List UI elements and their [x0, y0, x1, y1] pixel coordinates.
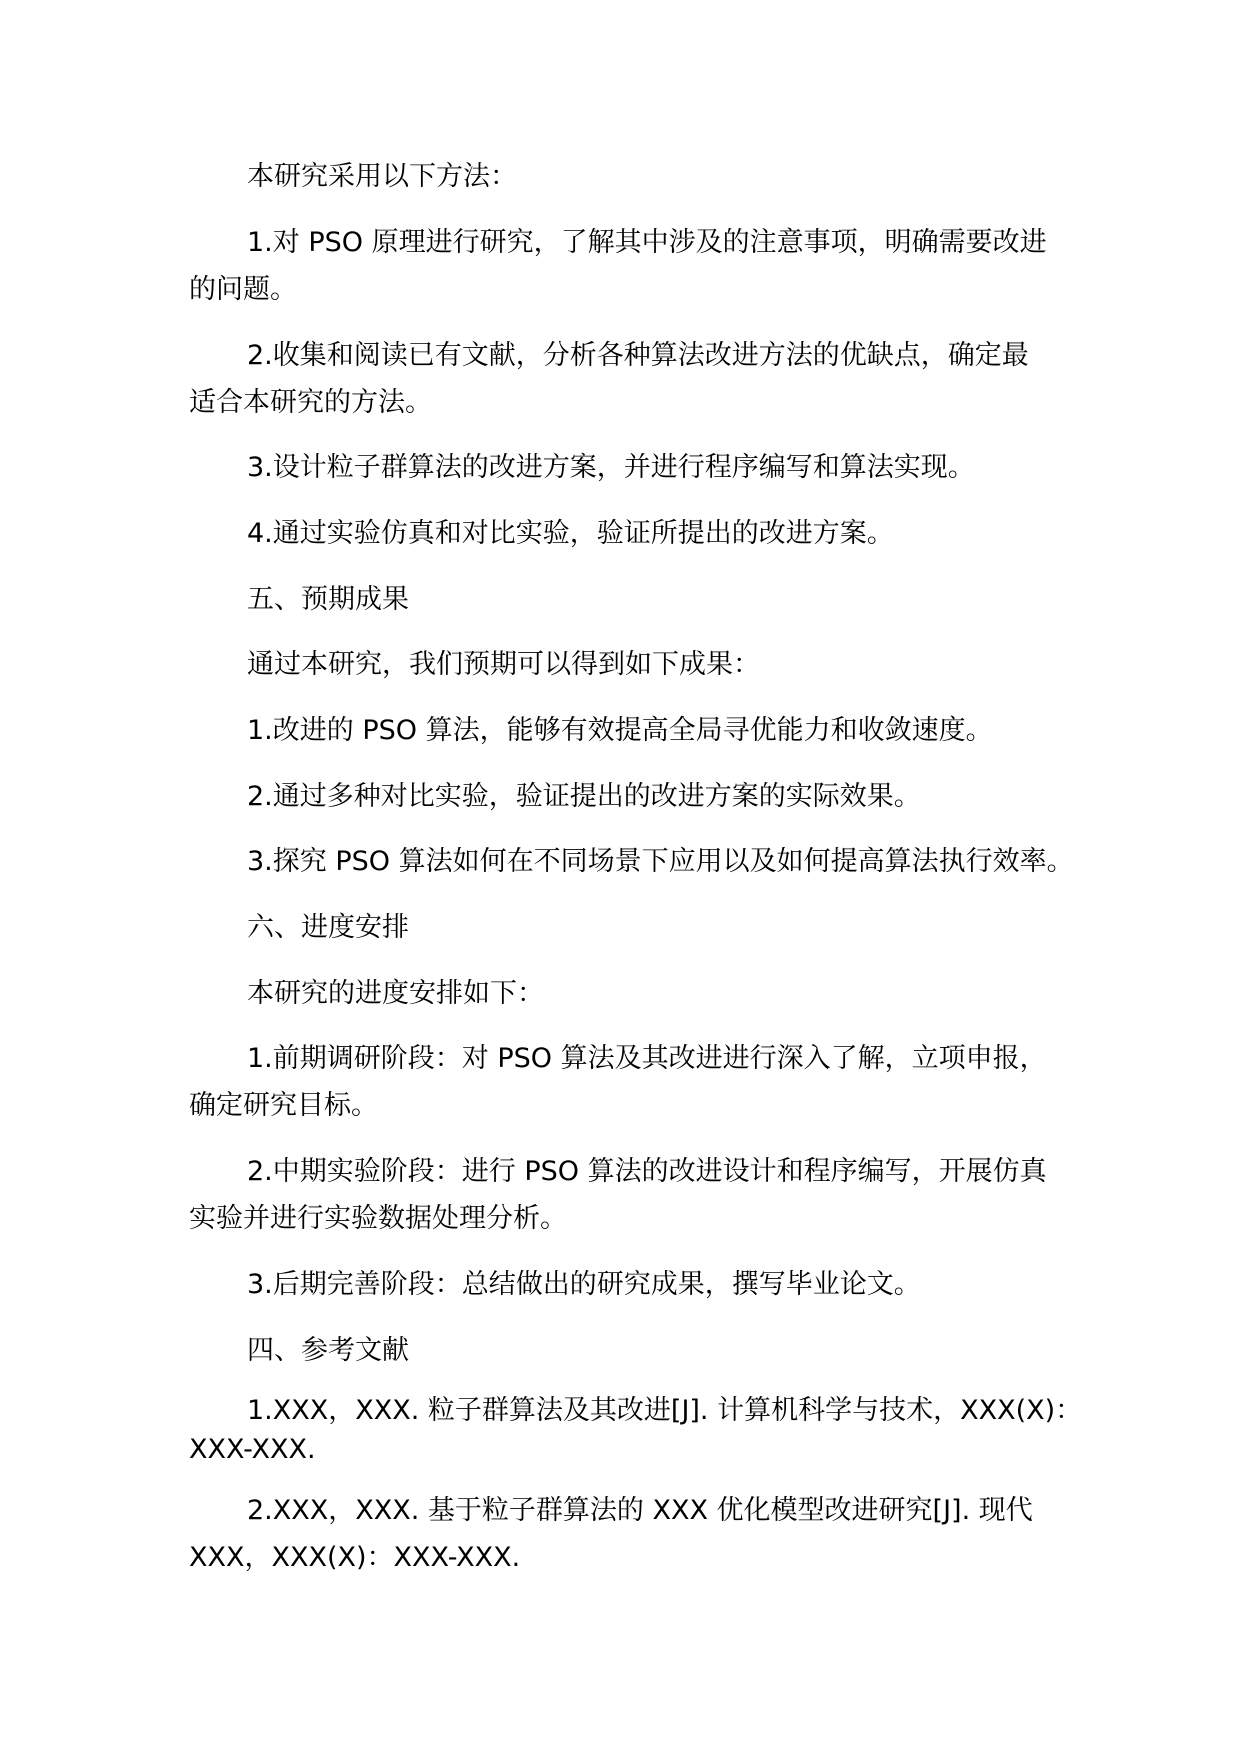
- paragraph-line: 确定研究目标。: [189, 1090, 378, 1122]
- paragraph-line: 4.通过实验仿真和对比实验，验证所提出的改进方案。: [247, 518, 894, 550]
- paragraph-line: 适合本研究的方法。: [189, 386, 432, 418]
- section-heading-references: [189, 1327, 1241, 1374]
- paragraph-line: 1.前期调研阶段：对 PSO 算法及其改进进行深入了解，立项申报，: [247, 1043, 1047, 1075]
- paragraph-line: 2.收集和阅读已有文献，分析各种算法改进方法的优缺点，确定最: [247, 339, 1029, 371]
- methods-intro: [189, 153, 1241, 200]
- expected-results-item-2: [189, 773, 1241, 820]
- section-heading: 四、参考文献: [247, 1334, 409, 1366]
- section-heading-schedule: [189, 904, 1241, 951]
- methods-item-3: [189, 444, 1241, 491]
- section-heading-expected-results: [189, 576, 1241, 623]
- reference-line: 2.XXX，XXX. 基于粒子群算法的 XXX 优化模型改进研究[J]. 现代: [247, 1495, 1033, 1527]
- paragraph-line: 3.后期完善阶段：总结做出的研究成果，撰写毕业论文。: [247, 1268, 921, 1300]
- paragraph-line: 1.对 PSO 原理进行研究，了解其中涉及的注意事项，明确需要改进: [247, 226, 1047, 258]
- reference-item-2: [189, 1487, 1241, 1582]
- schedule-item-3: [189, 1261, 1241, 1308]
- paragraph-line: 2.通过多种对比实验，验证提出的改进方案的实际效果。: [247, 780, 921, 812]
- schedule-item-1: [189, 1035, 1241, 1130]
- reference-item-1: [189, 1392, 1241, 1469]
- expected-results-intro: [189, 641, 1241, 688]
- methods-item-1: [189, 219, 1241, 314]
- paragraph-line: 通过本研究，我们预期可以得到如下成果：: [247, 649, 760, 681]
- section-heading: 六、进度安排: [247, 911, 409, 943]
- expected-results-item-3: [189, 838, 1241, 885]
- schedule-intro: [189, 970, 1241, 1017]
- methods-item-2: [189, 332, 1241, 427]
- expected-results-item-1: [189, 707, 1241, 754]
- reference-line: XXX，XXX(X)：XXX-XXX.: [189, 1542, 521, 1574]
- paragraph-line: 的问题。: [189, 273, 297, 305]
- paragraph-line: 3.探究 PSO 算法如何在不同场景下应用以及如何提高算法执行效率。: [247, 846, 1074, 878]
- schedule-item-2: [189, 1148, 1241, 1243]
- paragraph-line: 本研究采用以下方法：: [247, 161, 517, 192]
- methods-item-4: [189, 510, 1241, 557]
- paragraph-line: 实验并进行实验数据处理分析。: [189, 1203, 567, 1235]
- paragraph-line: 2.中期实验阶段：进行 PSO 算法的改进设计和程序编写，开展仿真: [247, 1156, 1047, 1188]
- reference-line: XXX-XXX.: [189, 1433, 316, 1465]
- paragraph-line: 本研究的进度安排如下：: [247, 977, 544, 1009]
- section-heading: 五、预期成果: [247, 583, 409, 615]
- paragraph-line: 1.改进的 PSO 算法，能够有效提高全局寻优能力和收敛速度。: [247, 714, 993, 746]
- reference-line: 1.XXX，XXX. 粒子群算法及其改进[J]. 计算机科学与技术，XXX(X)：: [247, 1395, 1083, 1427]
- paragraph-line: 3.设计粒子群算法的改进方案，并进行程序编写和算法实现。: [247, 452, 975, 484]
